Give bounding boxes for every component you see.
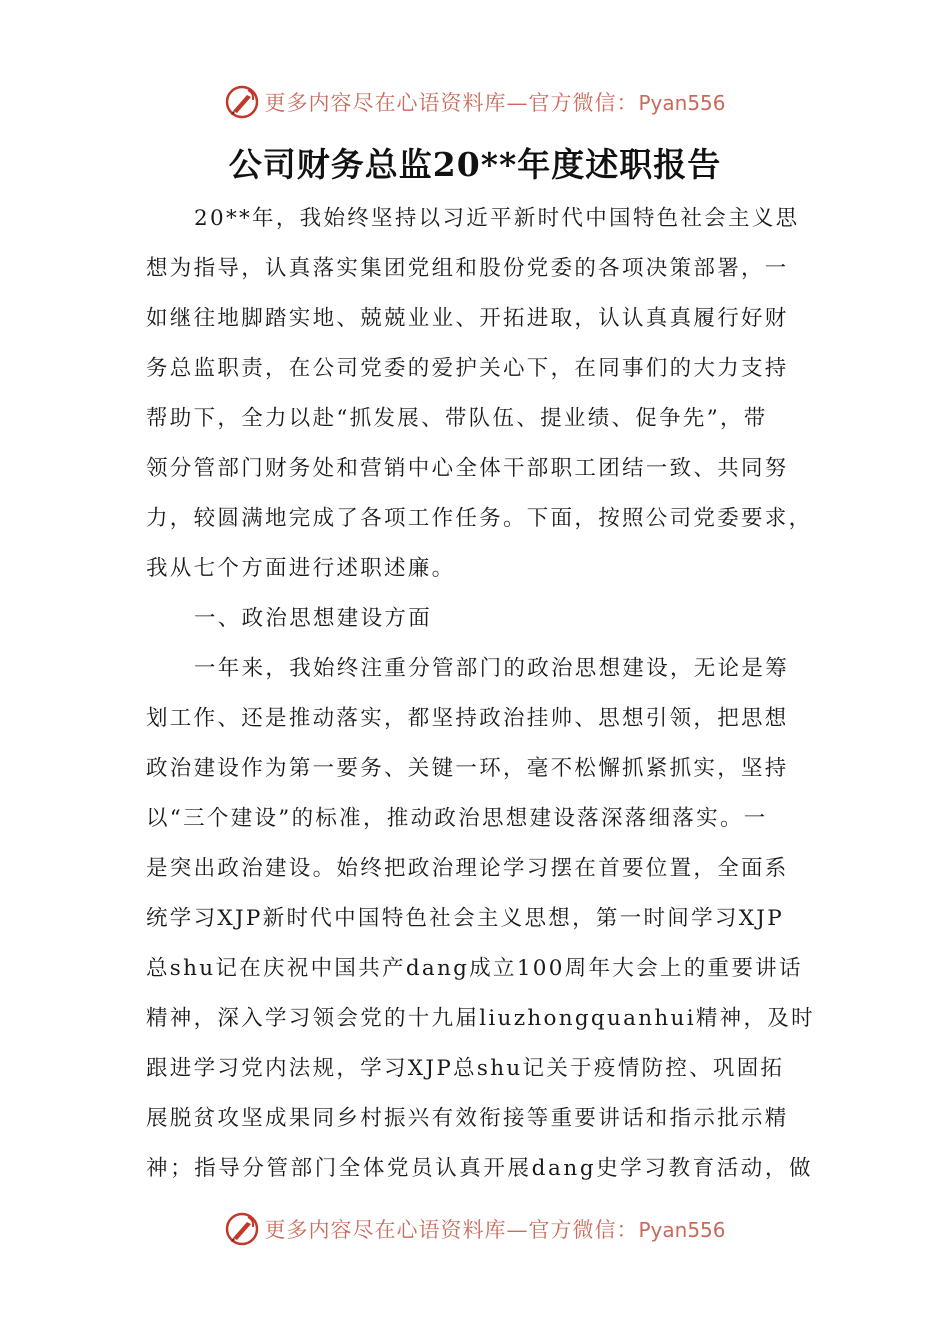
text-line: 政治建设作为第一要务、关键一环，毫不松懈抓紧抓实，坚持	[146, 756, 789, 781]
text-line: 以“三个建设”的标准，推动政治思想建设落深落细落实。一	[146, 806, 768, 831]
text-line: 统学习XJP新时代中国特色社会主义思想，第一时间学习XJP	[146, 906, 784, 931]
text-line: 展脱贫攻坚成果同乡村振兴有效衔接等重要讲话和指示批示精	[146, 1106, 789, 1131]
watermark-text: 更多内容尽在心语资料库—官方微信：Pyan556	[264, 1218, 726, 1242]
text-line: 总shu记在庆祝中国共产dang成立100周年大会上的重要讲话	[146, 956, 803, 981]
text-line: 想为指导，认真落实集团党组和股份党委的各项决策部署，一	[146, 256, 789, 281]
text-line: 跟进学习党内法规，学习XJP总shu记关于疫情防控、巩固拓	[146, 1056, 785, 1081]
text-line: 务总监职责，在公司党委的爱护关心下，在同事们的大力支持	[146, 356, 789, 381]
watermark-text: 更多内容尽在心语资料库—官方微信：Pyan556	[264, 91, 726, 115]
pen-logo-icon	[224, 1211, 260, 1247]
text-line: 我从七个方面进行述职述廉。	[146, 556, 456, 581]
text-line: 领分管部门财务处和营销中心全体干部职工团结一致、共同努	[146, 456, 789, 481]
text-line: 是突出政治建设。始终把政治理论学习摆在首要位置，全面系	[146, 856, 789, 881]
text-line: 帮助下，全力以赴“抓发展、带队伍、提业绩、促争先”，带	[146, 406, 768, 431]
text-line: 一年来，我始终注重分管部门的政治思想建设，无论是筹	[194, 656, 790, 681]
pen-logo-icon	[224, 84, 260, 120]
text-line: 力，较圆满地完成了各项工作任务。下面，按照公司党委要求，	[146, 506, 813, 531]
watermark-banner-top	[0, 80, 950, 124]
text-line: 精神，深入学习领会党的十九届liuzhongquanhui精神，及时	[146, 1006, 815, 1031]
text-line: 划工作、还是推动落实，都坚持政治挂帅、思想引领，把思想	[146, 706, 789, 731]
text-line: 神；指导分管部门全体党员认真开展dang史学习教育活动，做	[146, 1156, 814, 1181]
document-title: 公司财务总监20**年度述职报告	[228, 145, 722, 184]
watermark-banner-bottom	[0, 1207, 950, 1251]
document-body	[146, 194, 815, 1194]
section-heading: 一、政治思想建设方面	[194, 606, 433, 631]
text-line: 20**年，我始终坚持以习近平新时代中国特色社会主义思	[194, 206, 800, 231]
text-line: 如继往地脚踏实地、兢兢业业、开拓进取，认认真真履行好财	[146, 306, 789, 331]
